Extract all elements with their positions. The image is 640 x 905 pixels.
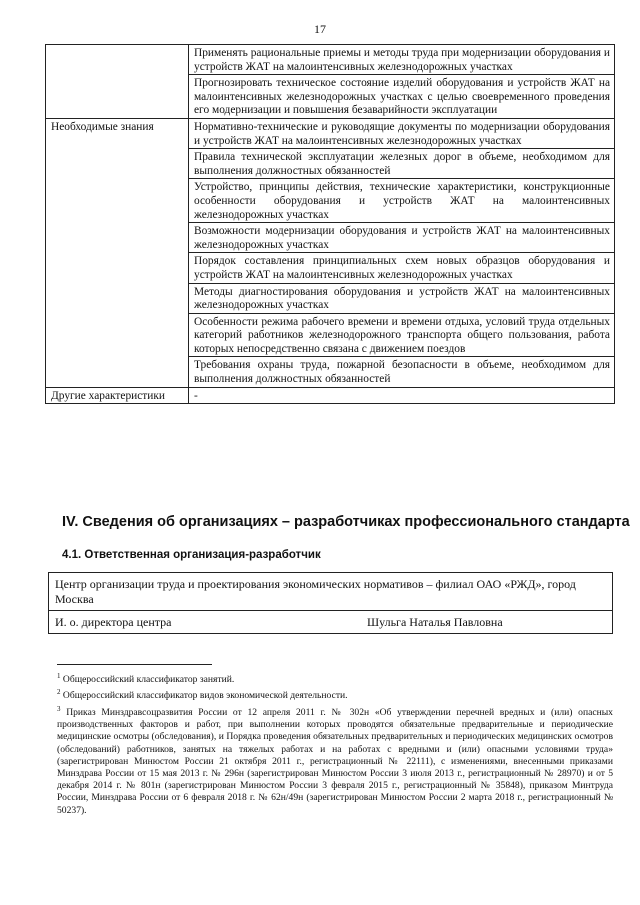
row-text: -	[189, 387, 615, 404]
table-row	[46, 45, 615, 75]
table-row	[49, 573, 613, 611]
table-row	[46, 118, 615, 148]
other-characteristics-label: Другие характеристики	[46, 387, 189, 404]
row-text: Правила технической эксплуатации железных дорог в объеме, необходимом для выполнения должностных обязанностей	[189, 149, 615, 179]
section-title: IV. Сведения об организациях – разработчиках профессионального стандарта	[62, 514, 630, 530]
row-text: Особенности режима рабочего времени и времени отдыха, условий труда отдельных категорий работников железнодорожного транспорта общего пользования, работа которых непосредственно связана с движением поездов	[189, 313, 615, 357]
organization-name: Центр организации труда и проектирования экономических нормативов – филиал ОАО «РЖД», город Москва	[49, 573, 613, 611]
director-name: Шульга Наталья Павловна	[361, 611, 613, 634]
organization-table	[48, 572, 613, 634]
row-text: Устройство, принципы действия, технические характеристики, конструкционные особенности оборудования и устройств ЖАТ на малоинтенсивных железнодорожных участках	[189, 179, 615, 223]
row-text: Требования охраны труда, пожарной безопасности в объеме, необходимом для выполнения должностных обязанностей	[189, 357, 615, 387]
footnote: $^2$ Общероссийский классификатор видов экономической деятельности.	[57, 688, 348, 702]
footnotes	[57, 670, 613, 817]
row-text: Методы диагностирования оборудования и устройств ЖАТ на малоинтенсивных железнодорожных участках	[189, 283, 615, 313]
page-number: 17	[314, 22, 326, 36]
row-text: Нормативно-технические и руководящие документы по модернизации оборудования и устройств ЖАТ на малоинтенсивных железнодорожных участках	[189, 118, 615, 148]
subsection-title: 4.1. Ответственная организация-разработчик	[62, 549, 321, 561]
row-text: Прогнозировать техническое состояние изделий оборудования и устройств ЖАТ на малоинтенсивных железнодорожных участках с целью своевременного проведения его модернизации и повышения безаварийности эксплуатации	[189, 75, 615, 119]
footnote-separator	[57, 664, 212, 665]
required-knowledge-label: Необходимые знания	[46, 118, 189, 387]
table-row	[46, 387, 615, 404]
row-text: Порядок составления принципиальных схем новых образцов оборудования и устройств ЖАТ на малоинтенсивных железнодорожных участках	[189, 253, 615, 283]
row-label	[46, 45, 189, 119]
footnote: $^3$ Приказ Минздравсоцразвития России от 12 апреля 2011 г. № 302н «Об утверждении перечней вредных и (или) опасных производственных факторов и работ, при выполнении которых проводятся обязательные предварительные и периодические медицинские осмотры (обследования), и Порядка проведения обязательных предварительных и периодических медицинских осмотров (обследований) работников, занятых на тяжелых работах и на работах с вредными и (или) опасными условиями труда» (зарегистрирован Минюстом России 21 октября 2011 г., регистрационный № 22111), с изменениями, внесенными приказами Минздрава России от 15 мая 2013 г. № 296н (зарегистрирован Минюстом России 3 июля 2013 г., регистрационный № 28970) и от 5 декабря 2014 г. № 801н (зарегистрирован Минюстом России 3 февраля 2015 г., регистрационный № 35848), приказом Минтруда России, Минздрава России от 6 февраля 2018 г. № 62н/49н (зарегистрирован Минюстом России 2 марта 2018 г., регистрационный № 50237).	[57, 704, 613, 816]
table-row	[49, 611, 613, 634]
director-position: И. о. директора центра	[49, 611, 362, 634]
competence-table	[45, 44, 615, 404]
row-text: Применять рациональные приемы и методы труда при модернизации оборудования и устройств ЖАТ на малоинтенсивных железнодорожных участках	[189, 45, 615, 75]
row-text: Возможности модернизации оборудования и устройств ЖАТ на малоинтенсивных железнодорожных участках	[189, 223, 615, 253]
footnote: $^1$ Общероссийский классификатор занятий.	[57, 672, 235, 686]
